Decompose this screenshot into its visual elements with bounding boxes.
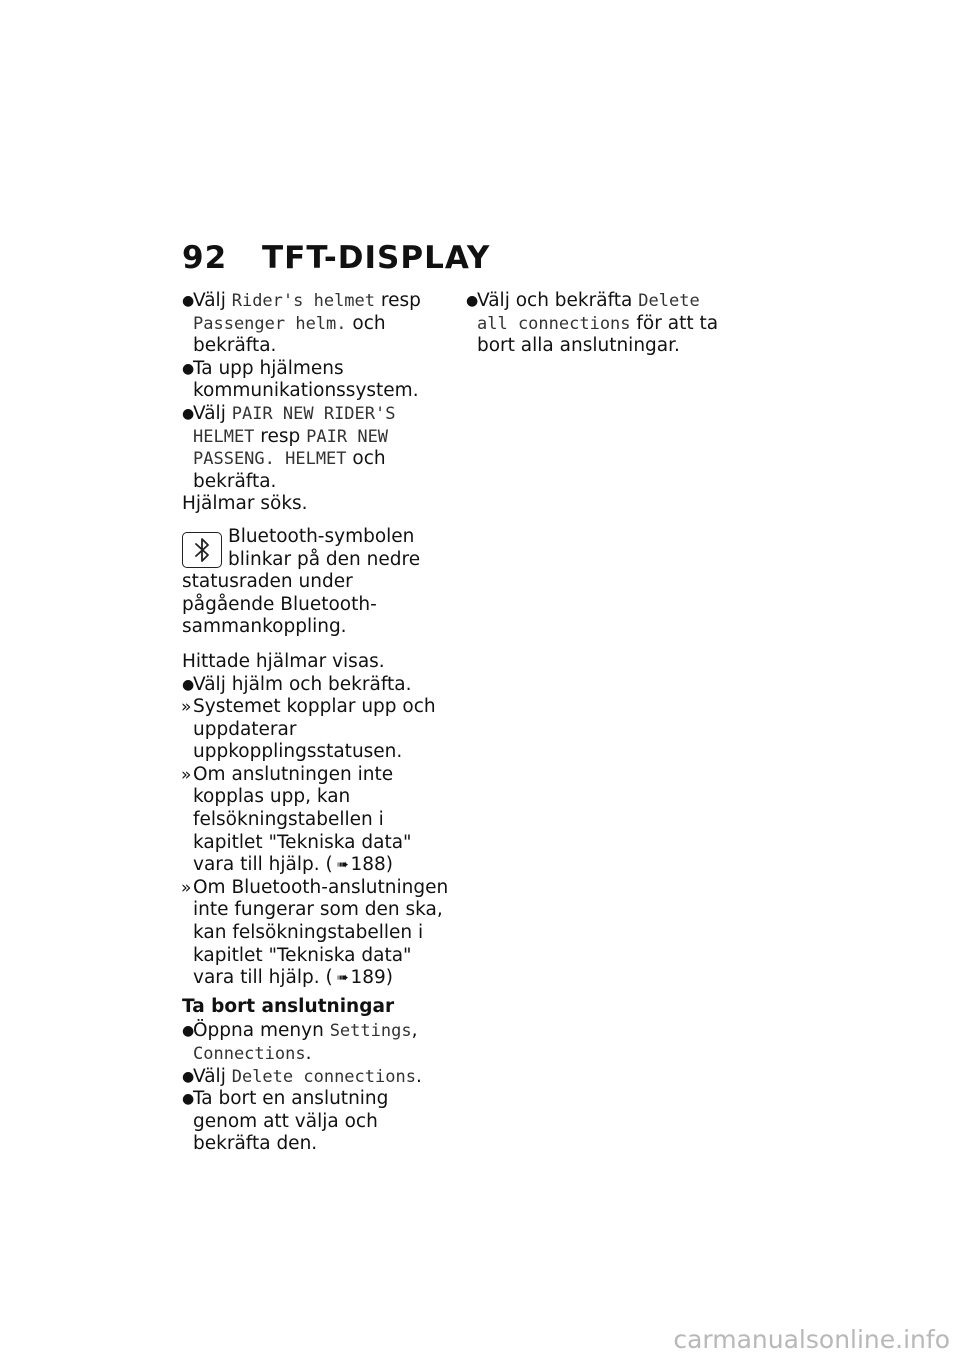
result-item: » Systemet kopplar upp och uppdaterar uppkopplingsstatusen. [181, 696, 436, 763]
note-box [182, 526, 450, 639]
bullet-icon: ● [182, 405, 195, 422]
list-item: ● Ta bort en anslutning genom att välja och bekräfta den. [182, 1088, 389, 1155]
menu-option: Delete all connections [477, 291, 700, 334]
list-item: ● Välj PAIR NEW RIDER'S HELMET resp PAIR NEW PASSENG. HELMET och bekräfta. [182, 402, 396, 492]
result-text: Hjälmar söks. [182, 493, 308, 515]
bullet-icon: ● [182, 1091, 195, 1108]
page-reference[interactable]: ➠ 188 [336, 854, 386, 876]
bullet-icon: ● [466, 293, 479, 309]
page-reference[interactable]: ➠ 189 [336, 967, 386, 989]
page-header [182, 240, 490, 276]
menu-option: Settings [329, 1021, 412, 1042]
bullet-icon: ● [182, 1023, 195, 1040]
result-item: » Om anslutningen inte kopplas upp, kan felsökningstabellen i kapitlet "Tekniska data" vara till hjälp. ( ➠ 188) [181, 763, 412, 876]
double-chevron-icon: » [181, 697, 192, 718]
watermark: carmanualsonline.info [673, 1325, 950, 1354]
bluetooth-icon [182, 532, 222, 568]
menu-option: Passenger helm. [193, 313, 347, 334]
menu-option: Rider's helmet [231, 291, 376, 311]
list-item: ● Välj och bekräfta Delete all connections för att ta bort alla anslutningar. [466, 290, 719, 357]
list-item: ● Välj Delete connections. [182, 1065, 422, 1087]
result-item: » Om Bluetooth-anslutningen inte fungerar som den ska, kan felsökningstabellen i kapitlet "Tekniska data" vara till hjälp. ( ➠ 189) [181, 876, 449, 989]
menu-option: Delete connections [231, 1066, 416, 1087]
page-arrow-icon: ➠ [336, 857, 349, 874]
bullet-icon: ● [182, 1068, 195, 1085]
section-heading: Ta bort anslutningar [182, 995, 395, 1017]
bullet-icon: ● [182, 293, 195, 309]
bullet-icon: ● [182, 676, 195, 693]
note-text: Bluetooth-symbolen blinkar på den nedre statusraden under pågående Bluetooth-sammankoppling. [182, 525, 421, 638]
menu-option: PAIR NEW PASSENG. HELMET [193, 426, 389, 470]
left-column [182, 290, 450, 1156]
page-number: 92 [182, 240, 228, 276]
menu-option: PAIR NEW RIDER'S HELMET [193, 403, 396, 447]
double-chevron-icon: » [181, 877, 192, 898]
list-item: ● Ta upp hjälmens kommunikationssystem. [182, 357, 419, 402]
double-chevron-icon: » [181, 764, 192, 785]
page-arrow-icon: ➠ [336, 970, 349, 987]
result-text: Hittade hjälmar visas. [182, 650, 385, 672]
page-title: TFT-DISPLAY [262, 240, 491, 276]
list-item: ● Välj hjälm och bekräfta. [182, 673, 412, 695]
bullet-icon: ● [182, 360, 195, 377]
right-column [466, 290, 734, 358]
list-item: ● Öppna menyn Settings, Connections. [182, 1020, 418, 1064]
list-item: ● Välj Rider's helmet resp Passenger helm. och bekräfta. [182, 290, 421, 357]
menu-option: Connections [193, 1044, 306, 1064]
